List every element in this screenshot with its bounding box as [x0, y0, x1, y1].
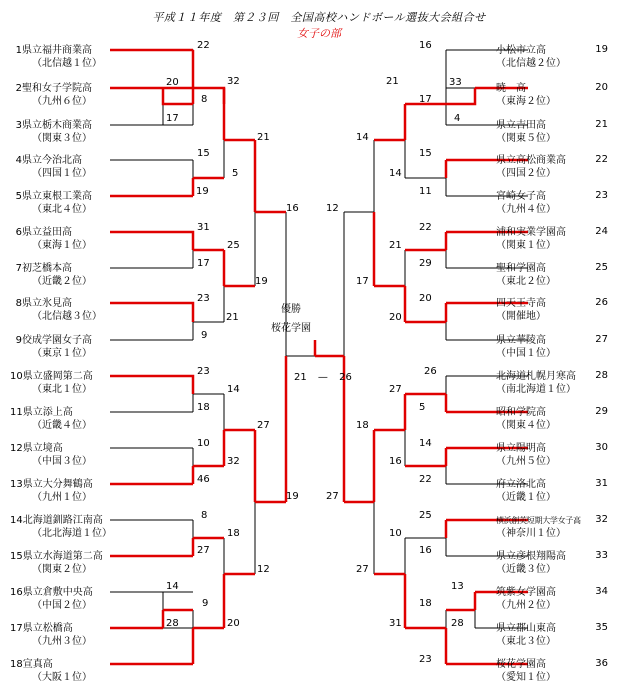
team-region-text: 九州１位	[42, 492, 82, 503]
team-region: （近畿３位）	[496, 564, 556, 575]
team-region: （東北２位）	[496, 276, 556, 287]
match-score: 31	[197, 222, 210, 233]
team-name: 県立郡山東高	[496, 623, 556, 634]
team-name	[10, 622, 92, 635]
team-region: （九州６位）	[32, 96, 92, 107]
division-label: 女子の部	[297, 27, 341, 40]
team-region-text: 東北２位	[506, 276, 546, 287]
team-name: 聖和学園高	[496, 263, 546, 274]
page-title: 平成１１年度 第２３回 全国高校ハンドボール選抜大会組合せ	[152, 11, 486, 24]
team-region-text: 東北３位	[506, 636, 546, 647]
match-score: 5	[232, 168, 239, 179]
team-name: 筑紫女学園高	[496, 587, 556, 598]
champion-name: 桜花学園	[271, 323, 311, 334]
team-entry	[496, 550, 566, 576]
team-entry	[496, 658, 556, 684]
team-number: 10	[10, 371, 23, 382]
team-entry	[496, 190, 556, 216]
team-entry	[496, 406, 556, 432]
team-number: 32	[595, 514, 608, 525]
team-number: 23	[595, 190, 608, 201]
team-name: 浦和実業学園高	[496, 227, 566, 238]
match-score: 20	[166, 77, 179, 88]
team-entry	[496, 442, 556, 468]
team-name	[10, 478, 93, 491]
team-name: 昭和学院高	[496, 407, 546, 418]
team-name: 北海道札幌月寒高	[496, 371, 576, 382]
team-name	[10, 550, 103, 563]
team-name: 桜花学園高	[496, 659, 546, 670]
team-name: 宮崎女子高	[496, 191, 546, 202]
team-number: 7	[15, 263, 22, 274]
team-number: 6	[15, 227, 22, 238]
match-score: 5	[419, 402, 426, 413]
match-score: 9	[202, 598, 209, 609]
team-entry	[10, 262, 92, 288]
bracket-line	[110, 376, 193, 412]
team-region: （中国３位）	[32, 456, 92, 467]
team-region: （九州４位）	[496, 204, 556, 215]
match-score: 18	[227, 528, 240, 539]
team-region-text: 愛知１位	[506, 672, 546, 683]
match-score: 26	[424, 366, 437, 377]
team-entry	[10, 226, 92, 252]
team-number: 35	[595, 622, 608, 633]
team-name-text: 北海道釧路江南高	[22, 515, 103, 526]
team-number: 29	[595, 406, 608, 417]
team-entry	[10, 550, 103, 576]
team-region: （四国１位）	[32, 168, 92, 179]
team-name-text: 県立水海道第二高	[22, 551, 103, 562]
team-region: （関東３位）	[32, 133, 92, 144]
team-region: （東北１位）	[32, 384, 92, 395]
team-number: 17	[10, 623, 23, 634]
team-region: （九州１位）	[32, 492, 92, 503]
final-score-right: 26	[339, 372, 352, 383]
team-entry	[496, 514, 581, 540]
match-score: 32	[227, 76, 240, 87]
team-name-text: 県立添上高	[22, 407, 73, 418]
team-name	[10, 297, 102, 310]
team-region-text: 関東２位	[42, 564, 82, 575]
team-entry	[10, 586, 93, 612]
team-entry	[10, 154, 92, 180]
team-entry	[496, 370, 576, 396]
team-region: （南北海道１位）	[496, 384, 576, 395]
team-name-text: 県立倉敷中央高	[22, 587, 93, 598]
match-score: 19	[286, 491, 299, 502]
team-number: 20	[595, 82, 608, 93]
team-name-text: 県立氷見高	[22, 298, 72, 309]
team-name: 県立華陵高	[496, 335, 546, 346]
team-region: （中国１位）	[496, 348, 556, 359]
match-score: 27	[389, 384, 402, 395]
team-entry	[10, 442, 92, 468]
team-region-text: 四国２位	[506, 168, 546, 179]
match-score: 8	[201, 94, 208, 105]
match-score: 12	[257, 564, 270, 575]
team-region-text: 関東４位	[506, 420, 546, 431]
match-score: 21	[226, 312, 239, 323]
team-number: 26	[595, 297, 608, 308]
match-score: 16	[286, 203, 299, 214]
match-score: 33	[449, 77, 462, 88]
match-score: 23	[197, 293, 210, 304]
team-region: （東海１位）	[32, 240, 92, 251]
match-score: 14	[389, 168, 402, 179]
match-score: 25	[227, 240, 240, 251]
team-number: 11	[10, 407, 23, 418]
team-name: 府立洛北高	[496, 479, 546, 490]
team-entry	[496, 262, 556, 288]
team-name-text: 県立福井商業高	[22, 45, 92, 56]
match-score: 17	[197, 258, 210, 269]
team-number: 31	[595, 478, 608, 489]
match-score: 28	[451, 618, 464, 629]
team-region-text: 九州６位	[42, 96, 82, 107]
team-name: 横浜創英短期大学女子高	[496, 516, 581, 525]
team-region-text: 東京１位	[42, 348, 82, 359]
team-region-text: 神奈川１位	[506, 528, 556, 539]
match-score: 4	[454, 113, 461, 124]
team-region: （九州３位）	[32, 636, 92, 647]
team-region-text: 中国２位	[42, 600, 82, 611]
team-number: 5	[15, 191, 22, 202]
team-region: （大阪１位）	[32, 672, 92, 683]
match-score: 8	[201, 510, 208, 521]
match-score: 13	[451, 581, 464, 592]
team-number: 18	[10, 659, 23, 670]
team-number: 13	[10, 479, 23, 490]
team-entry	[496, 297, 546, 323]
team-number: 27	[595, 334, 608, 345]
team-entry	[10, 119, 92, 145]
match-score: 19	[255, 276, 268, 287]
match-score: 20	[419, 293, 432, 304]
team-region: （関東２位）	[32, 564, 92, 575]
team-entry	[10, 406, 92, 432]
team-region-text: 北信越２位	[506, 58, 556, 69]
team-name-text: 県立大分舞鶴高	[22, 479, 93, 490]
match-score: 27	[356, 564, 369, 575]
team-name-text: 県立東根工業高	[22, 191, 92, 202]
team-entry	[10, 658, 92, 684]
team-region: （愛知１位）	[496, 672, 556, 683]
team-region: （東北３位）	[496, 636, 556, 647]
team-name-text: 県立益田高	[22, 227, 72, 238]
team-region: （関東１位）	[496, 240, 556, 251]
match-score: 15	[419, 148, 432, 159]
team-name	[10, 226, 92, 239]
match-score: 23	[197, 366, 210, 377]
match-score: 16	[419, 545, 432, 556]
team-number: 15	[10, 551, 23, 562]
team-name	[10, 658, 92, 671]
team-number: 21	[595, 119, 608, 130]
team-name-text: 県立盛岡第二高	[22, 371, 93, 382]
match-score: 46	[197, 474, 210, 485]
match-score: 14	[227, 384, 240, 395]
team-number: 24	[595, 226, 608, 237]
match-score: 22	[419, 222, 432, 233]
match-score: 10	[389, 528, 402, 539]
team-region-text: 南北海道１位	[506, 384, 566, 395]
team-entry	[496, 334, 556, 360]
team-region-text: 九州３位	[42, 636, 82, 647]
team-region-text: 中国１位	[506, 348, 546, 359]
team-region-text: 東北４位	[42, 204, 82, 215]
match-score: 21	[389, 240, 402, 251]
team-name: 県立彦根翔陽高	[496, 551, 566, 562]
team-name	[10, 190, 92, 203]
team-name: 県立高松商業高	[496, 155, 566, 166]
team-name: 県立吉田高	[496, 120, 546, 131]
team-region-text: 大阪１位	[42, 672, 82, 683]
team-name	[10, 262, 92, 275]
team-region: （北信越２位）	[496, 58, 566, 69]
team-entry	[496, 478, 556, 504]
team-name-text: 宣真高	[22, 659, 53, 670]
team-entry	[10, 190, 92, 216]
team-entry	[10, 370, 93, 396]
team-entry	[10, 82, 92, 108]
match-score: 27	[257, 420, 270, 431]
team-number: 34	[595, 586, 608, 597]
match-score: 23	[419, 654, 432, 665]
match-score: 14	[166, 581, 179, 592]
team-number: 8	[15, 298, 22, 309]
match-score: 17	[356, 276, 369, 287]
team-number: 19	[595, 44, 608, 55]
team-region: （東海２位）	[496, 96, 556, 107]
team-name-text: 聖和女子学院高	[22, 83, 92, 94]
team-number: 36	[595, 658, 608, 669]
team-region-text: 関東５位	[506, 133, 546, 144]
team-number: 30	[595, 442, 608, 453]
team-region-text: 東北１位	[42, 384, 82, 395]
team-region-text: 近畿４位	[42, 420, 82, 431]
team-name	[10, 514, 112, 527]
bracket-line	[110, 232, 193, 268]
team-number: 2	[15, 83, 22, 94]
champion-label: 優勝	[281, 304, 301, 315]
bracket-line	[193, 88, 224, 104]
team-name-text: 佼成学園女子高	[22, 335, 92, 346]
bracket-line	[110, 303, 193, 340]
match-score: 21	[257, 132, 270, 143]
team-region: （九州２位）	[496, 600, 556, 611]
match-score: 15	[197, 148, 210, 159]
team-region: （神奈川１位）	[496, 528, 566, 539]
bracket-line	[110, 303, 193, 322]
match-score: 28	[166, 618, 179, 629]
team-entry	[496, 622, 556, 648]
team-entry	[10, 622, 92, 648]
match-score: 17	[166, 113, 179, 124]
bracket-line	[110, 376, 193, 394]
team-name-text: 県立今治北高	[22, 155, 82, 166]
team-name	[10, 586, 93, 599]
team-name-text: 初芝橋本高	[22, 263, 72, 274]
team-region: （北信越１位）	[32, 58, 102, 69]
team-number: 3	[15, 120, 22, 131]
team-number: 4	[15, 155, 22, 166]
match-score: 31	[389, 618, 402, 629]
match-score: 12	[326, 203, 339, 214]
team-region: （関東４位）	[496, 420, 556, 431]
bracket-line	[163, 88, 193, 104]
team-number: 33	[595, 550, 608, 561]
team-region-text: 九州４位	[506, 204, 546, 215]
team-region-text: 九州２位	[506, 600, 546, 611]
team-name	[10, 154, 92, 167]
match-score: 18	[356, 420, 369, 431]
match-score: 11	[419, 186, 432, 197]
match-score: 10	[197, 438, 210, 449]
match-score: 9	[201, 330, 208, 341]
match-score: 22	[419, 474, 432, 485]
match-score: 14	[419, 438, 432, 449]
team-entry	[496, 226, 566, 252]
team-name: 四天王寺高	[496, 298, 546, 309]
team-region: （東北４位）	[32, 204, 92, 215]
team-region-text: 近畿３位	[506, 564, 546, 575]
team-region-text: 近畿１位	[506, 492, 546, 503]
team-name	[10, 82, 92, 95]
match-score: 27	[197, 545, 210, 556]
team-name: 県立陽明高	[496, 443, 546, 454]
bracket-line	[446, 88, 475, 104]
match-score: 21	[386, 76, 399, 87]
match-score: 16	[389, 456, 402, 467]
final-score-dash: —	[317, 372, 328, 383]
bracket-line	[110, 448, 193, 484]
team-region-text: 関東３位	[42, 133, 82, 144]
team-number: 16	[10, 587, 23, 598]
team-entry	[10, 297, 102, 323]
match-score: 16	[419, 40, 432, 51]
bracket-line	[110, 160, 193, 196]
match-score: 20	[227, 618, 240, 629]
team-number: 25	[595, 262, 608, 273]
match-score: 27	[326, 491, 339, 502]
team-number: 22	[595, 154, 608, 165]
team-region: （北信越３位）	[32, 311, 102, 322]
team-entry	[496, 154, 566, 180]
team-region-text: 東海２位	[506, 96, 546, 107]
team-name	[10, 334, 92, 347]
bracket-line	[110, 520, 193, 556]
team-name	[10, 44, 102, 57]
match-score: 19	[196, 186, 209, 197]
match-score: 17	[419, 94, 432, 105]
team-region-text: 北信越１位	[42, 58, 92, 69]
team-region-text: 開催地	[506, 311, 536, 322]
team-name	[10, 119, 92, 132]
team-region-text: 東海１位	[42, 240, 82, 251]
team-entry	[496, 119, 556, 145]
match-score: 22	[197, 40, 210, 51]
team-region: （近畿１位）	[496, 492, 556, 503]
team-region-text: 北信越３位	[42, 311, 92, 322]
team-region: （中国２位）	[32, 600, 92, 611]
match-score: 18	[419, 598, 432, 609]
team-name	[10, 370, 93, 383]
team-region: （四国２位）	[496, 168, 556, 179]
team-name: 小松市立高	[496, 45, 546, 56]
bracket-line	[110, 232, 193, 250]
team-number: 9	[15, 335, 22, 346]
team-region: （九州５位）	[496, 456, 556, 467]
match-score: 32	[227, 456, 240, 467]
match-score: 25	[419, 510, 432, 521]
team-region: （開催地）	[496, 311, 546, 322]
team-region-text: 中国３位	[42, 456, 82, 467]
final-score-left: 21	[294, 372, 307, 383]
team-name	[10, 442, 92, 455]
match-score: 20	[389, 312, 402, 323]
team-entry	[496, 82, 556, 108]
team-number: 28	[595, 370, 608, 381]
team-region-text: 四国１位	[42, 168, 82, 179]
final-score	[294, 372, 352, 383]
match-score: 14	[356, 132, 369, 143]
team-entry	[496, 44, 566, 70]
team-region-text: 北北海道１位	[42, 528, 102, 539]
team-number: 12	[10, 443, 23, 454]
team-region: （近畿２位）	[32, 276, 92, 287]
bracket-line	[110, 50, 193, 88]
team-name-text: 県立栃木商業高	[22, 120, 92, 131]
team-region-text: 関東１位	[506, 240, 546, 251]
team-entry	[496, 586, 556, 612]
team-region: （関東５位）	[496, 133, 556, 144]
bracket-line	[163, 88, 193, 104]
team-region-text: 九州５位	[506, 456, 546, 467]
team-entry	[10, 478, 93, 504]
team-number: 14	[10, 515, 23, 526]
team-name-text: 県立境高	[22, 443, 63, 454]
team-name: 暁 高	[496, 83, 526, 94]
team-entry	[10, 514, 112, 540]
match-score: 29	[419, 258, 432, 269]
bracket-line	[110, 592, 163, 628]
match-score: 18	[197, 402, 210, 413]
team-name-text: 県立松橋高	[22, 623, 73, 634]
team-name	[10, 406, 92, 419]
team-region-text: 近畿２位	[42, 276, 82, 287]
team-region: （東京１位）	[32, 348, 92, 359]
champion-box	[268, 300, 314, 338]
team-region: （近畿４位）	[32, 420, 92, 431]
team-entry	[10, 44, 102, 70]
team-number: 1	[15, 45, 22, 56]
team-entry	[10, 334, 92, 360]
team-region: （北北海道１位）	[32, 528, 112, 539]
